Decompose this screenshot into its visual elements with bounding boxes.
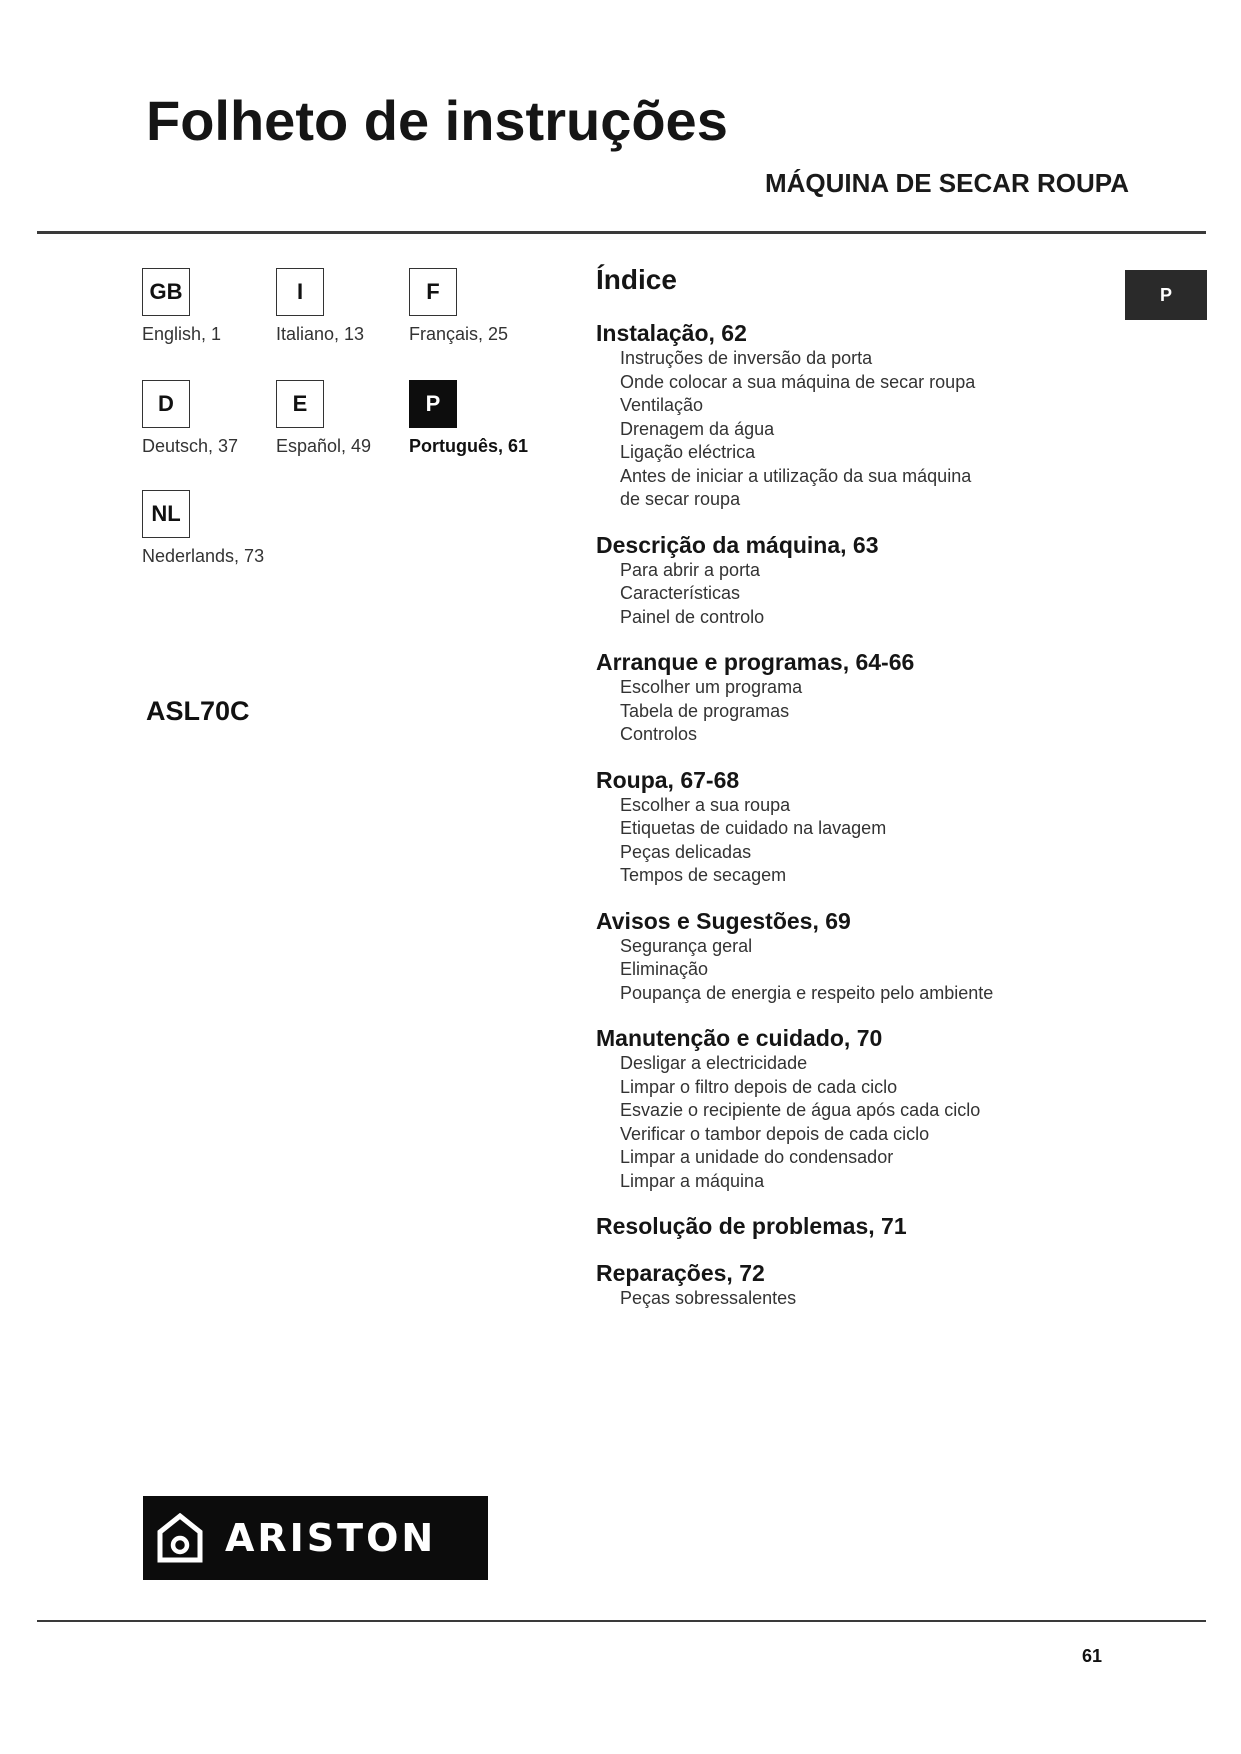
section-item: Tempos de secagem — [620, 865, 787, 885]
section-item: Limpar a unidade do condensador — [620, 1147, 894, 1167]
language-code-box: F — [409, 268, 457, 316]
language-label: Français, 25 — [409, 324, 509, 344]
document-title: Folheto de instruções — [146, 89, 728, 152]
section-item: Verificar o tambor depois de cada ciclo — [620, 1123, 930, 1144]
section-item: de secar roupa — [620, 489, 741, 509]
index-section — [596, 649, 1156, 747]
section-item: Para abrir a porta — [620, 559, 761, 580]
document-subtitle: MÁQUINA DE SECAR ROUPA — [764, 168, 1129, 198]
section-item: Características — [620, 583, 741, 603]
section-title: Avisos e Sugestões, 69 — [596, 907, 851, 934]
language-label: Nederlands, 73 — [142, 546, 265, 566]
section-title: Descrição da máquina, 63 — [596, 531, 879, 558]
section-items — [596, 794, 1156, 888]
index-section — [596, 1025, 1156, 1193]
language-code-box: NL — [142, 490, 190, 538]
section-item: Ventilação — [620, 395, 704, 415]
language-e — [276, 380, 406, 457]
language-label: English, 1 — [142, 324, 222, 344]
section-item: Limpar o filtro depois de cada ciclo — [620, 1076, 898, 1097]
section-item: Limpar a máquina — [620, 1170, 765, 1191]
language-tab-p: P — [1125, 270, 1207, 320]
section-item: Eliminação — [620, 959, 709, 979]
house-icon — [157, 1513, 203, 1563]
language-gb — [142, 268, 272, 345]
section-item: Peças sobressalentes — [620, 1288, 797, 1308]
ariston-logo — [143, 1496, 488, 1580]
section-item: Etiquetas de cuidado na lavagem — [620, 818, 887, 838]
section-items — [596, 1052, 1156, 1193]
table-of-contents — [596, 264, 1156, 1331]
section-title: Resolução de problemas, 71 — [596, 1213, 907, 1239]
index-section — [596, 532, 1156, 630]
section-items — [596, 935, 1156, 1006]
section-item: Instruções de inversão da porta — [620, 348, 873, 368]
section-item: Tabela de programas — [620, 700, 790, 721]
section-item: Escolher a sua roupa — [620, 794, 791, 815]
section-item: Desligar a electricidade — [620, 1053, 808, 1073]
section-item: Antes de iniciar a utilização da sua máquina — [620, 465, 972, 486]
footer-divider — [37, 1620, 1206, 1622]
section-item: Poupança de energia e respeito pelo ambiente — [620, 982, 994, 1003]
section-item: Escolher um programa — [620, 677, 803, 697]
language-code-box: I — [276, 268, 324, 316]
section-title: Arranque e programas, 64-66 — [596, 649, 915, 675]
index-section — [596, 1213, 1156, 1240]
language-label-active: Português, 61 — [409, 436, 529, 456]
language-p — [409, 380, 539, 457]
language-label: Deutsch, 37 — [142, 436, 239, 456]
language-label: Español, 49 — [276, 436, 372, 456]
index-section — [596, 320, 1156, 512]
language-code-box: D — [142, 380, 190, 428]
section-item: Onde colocar a sua máquina de secar roupa — [620, 371, 976, 392]
language-code-box-active: P — [409, 380, 457, 428]
section-item: Peças delicadas — [620, 841, 752, 862]
section-item: Controlos — [620, 724, 698, 744]
section-item: Drenagem da água — [620, 418, 775, 439]
section-items — [596, 559, 1156, 630]
language-label: Italiano, 13 — [276, 324, 365, 344]
section-title: Instalação, 62 — [596, 320, 747, 346]
section-item: Esvazie o recipiente de água após cada ciclo — [620, 1100, 981, 1120]
language-code-box: E — [276, 380, 324, 428]
section-title: Manutenção e cuidado, 70 — [596, 1025, 883, 1051]
index-section — [596, 1260, 1156, 1311]
index-title: Índice — [596, 264, 677, 295]
header-divider — [37, 231, 1206, 234]
language-f — [409, 268, 539, 345]
language-nl — [142, 490, 272, 567]
index-section — [596, 767, 1156, 888]
language-code-box: GB — [142, 268, 190, 316]
model-name: ASL70C — [146, 696, 250, 726]
section-item: Painel de controlo — [620, 606, 765, 627]
section-items — [596, 347, 1156, 512]
page-number: 61 — [1082, 1646, 1103, 1666]
section-items — [596, 676, 1156, 747]
index-sections — [596, 320, 1156, 1311]
index-section — [596, 908, 1156, 1006]
language-i — [276, 268, 406, 345]
language-d — [142, 380, 272, 457]
brand-name: ARISTON — [225, 1516, 437, 1560]
section-title: Roupa, 67-68 — [596, 766, 740, 793]
section-item: Ligação eléctrica — [620, 442, 756, 462]
section-title: Reparações, 72 — [596, 1260, 765, 1286]
section-item: Segurança geral — [620, 935, 753, 956]
section-items — [596, 1287, 1156, 1311]
